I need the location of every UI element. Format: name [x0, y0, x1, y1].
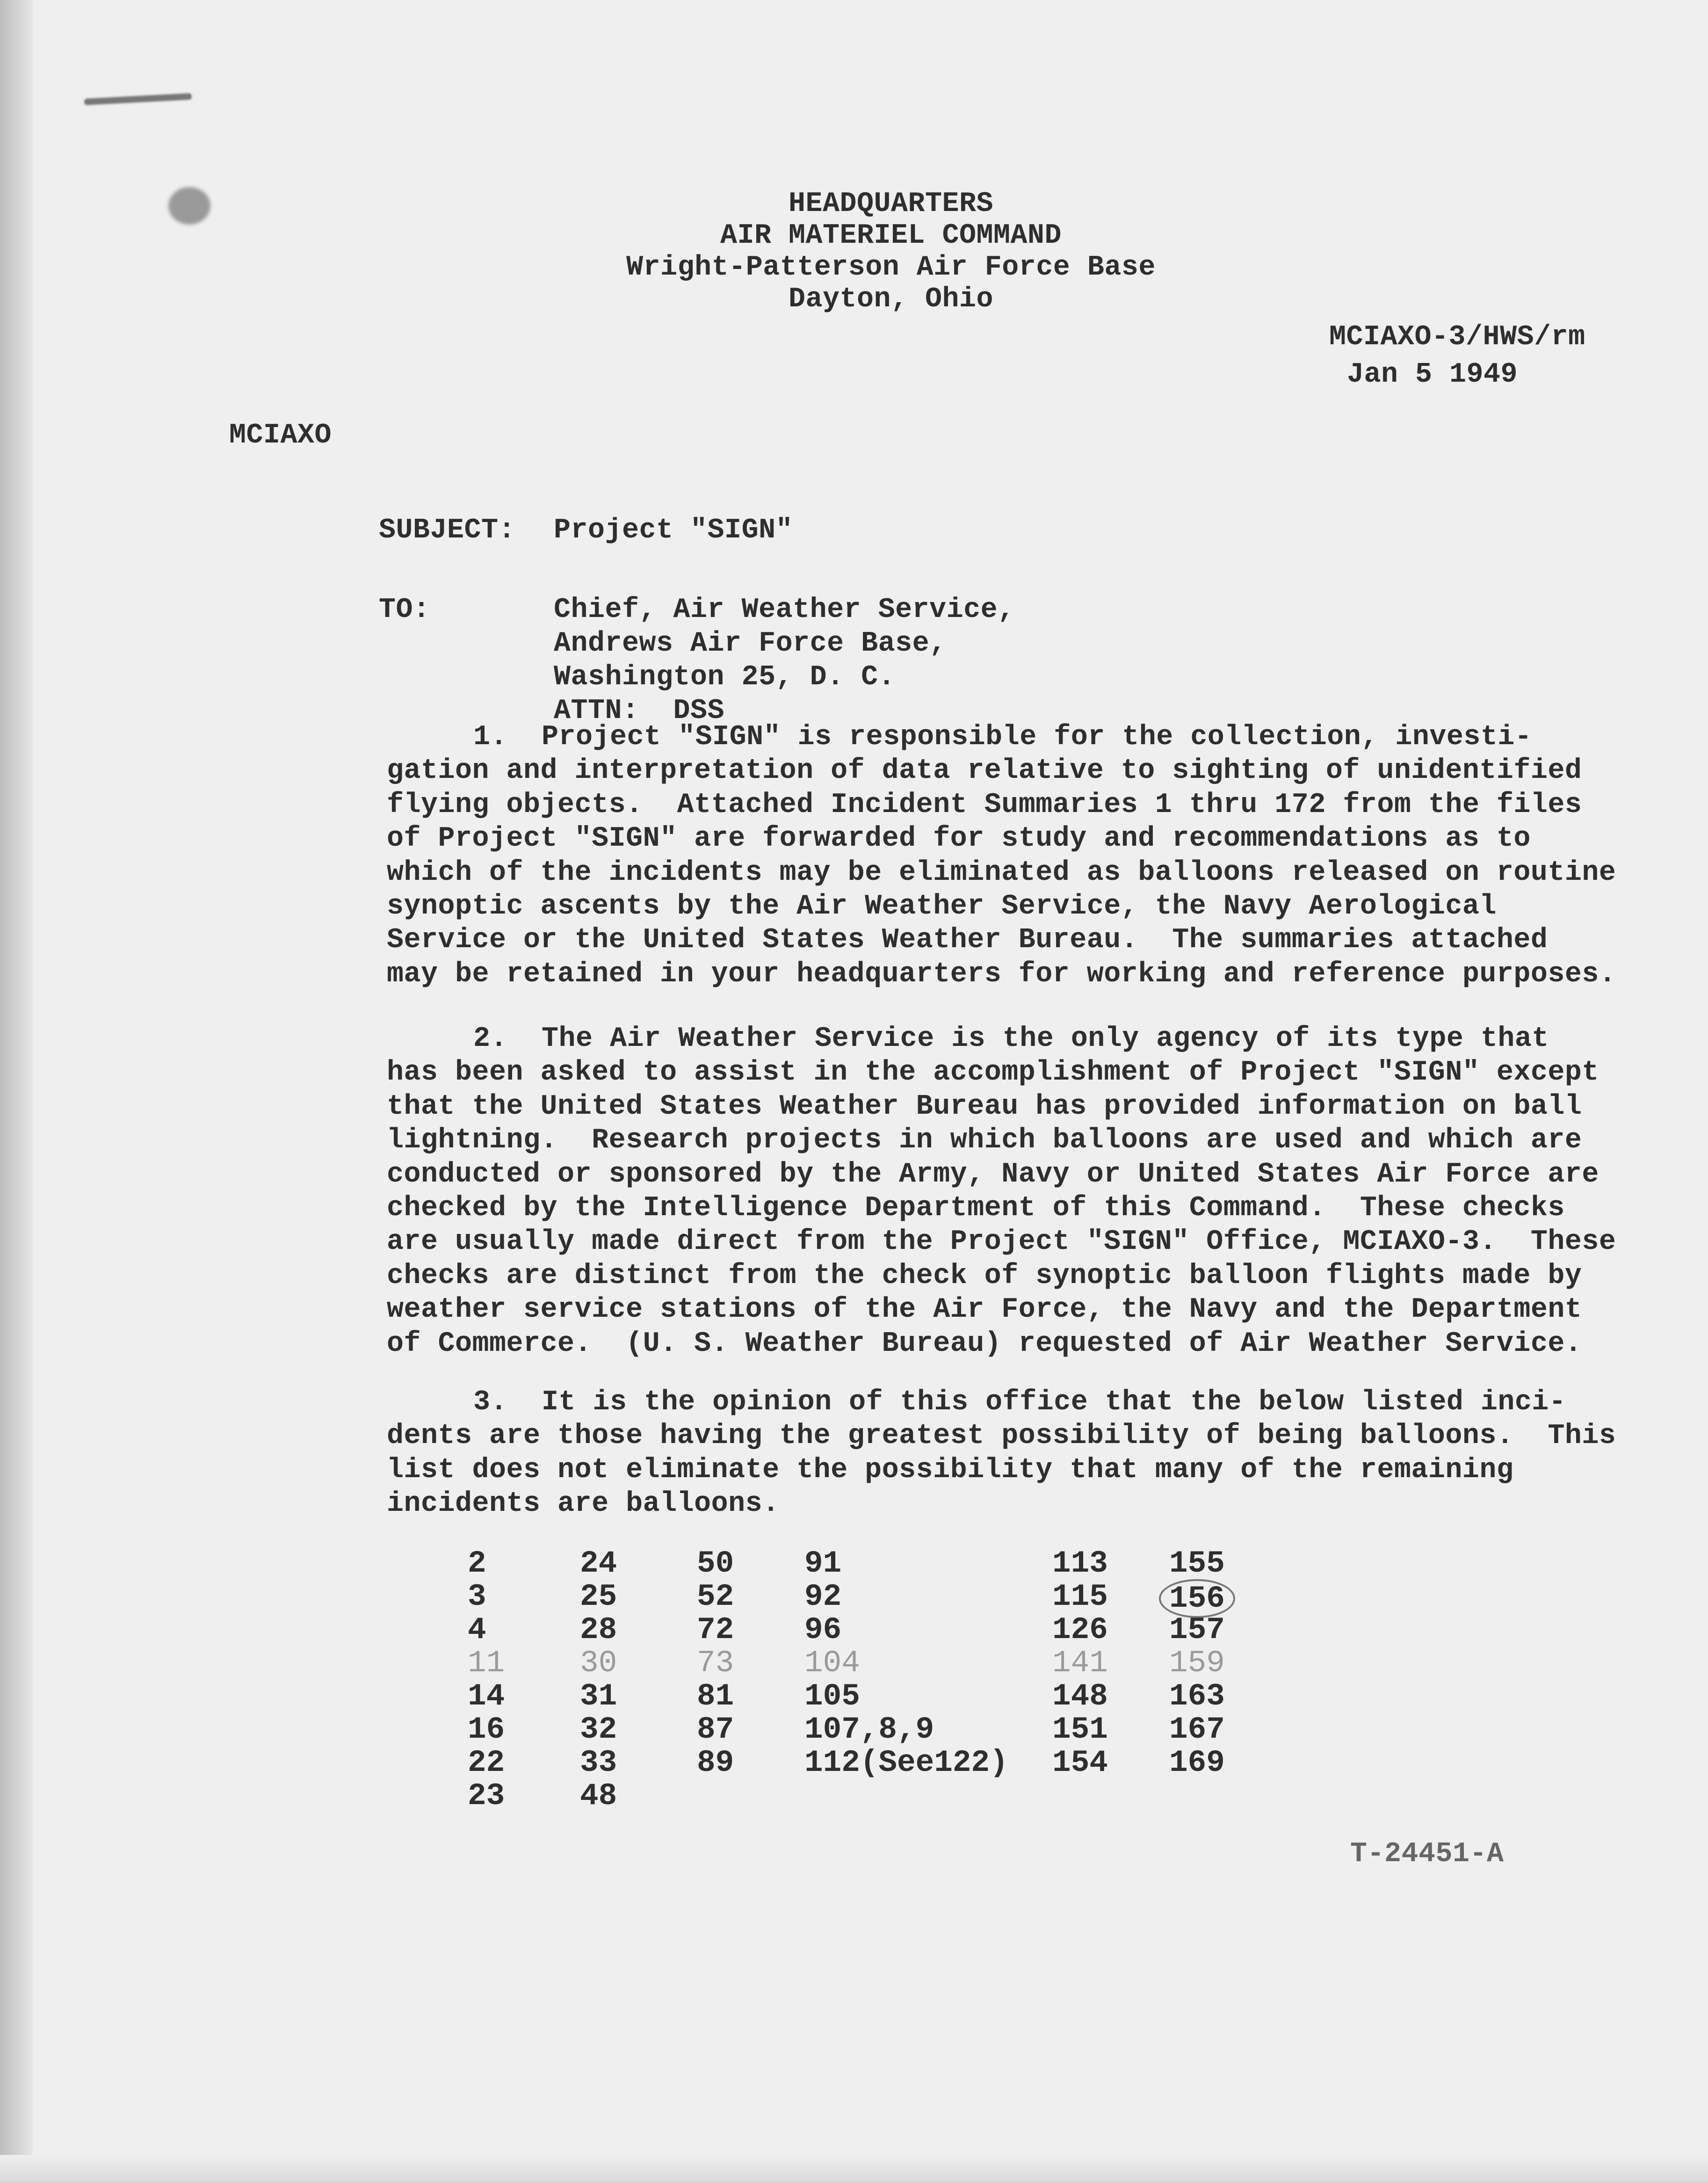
- reference-code: MCIAXO-3/HWS/rm: [1329, 321, 1585, 353]
- to-address-line: Washington 25, D. C.: [554, 661, 896, 693]
- paragraph-3-line: dents are those having the greatest possibility of being balloons. This: [387, 1420, 1616, 1452]
- paragraph-1-line: which of the incidents may be eliminated as balloons released on routine: [387, 856, 1616, 889]
- incident-number: 159: [1169, 1646, 1225, 1681]
- document-number: T-24451-A: [1350, 1838, 1504, 1870]
- incident-number: 48: [580, 1778, 617, 1813]
- incident-number: 141: [1052, 1646, 1108, 1681]
- incident-number: 24: [580, 1546, 617, 1581]
- subject-label: SUBJECT:: [379, 515, 516, 546]
- incident-number: 113: [1052, 1546, 1108, 1581]
- paragraph-3-line: list does not eliminate the possibility that many of the remaining: [387, 1454, 1514, 1486]
- incident-number: 31: [580, 1679, 617, 1714]
- incident-number: 163: [1169, 1679, 1225, 1714]
- subject: Project "SIGN": [554, 515, 793, 546]
- incident-number: 157: [1169, 1612, 1225, 1647]
- paragraph-1-line: 1. Project "SIGN" is responsible for the collection, investi-: [473, 721, 1532, 753]
- incident-number: 28: [580, 1612, 617, 1647]
- paragraph-2-line: that the United States Weather Bureau has provided information on ball: [387, 1090, 1582, 1123]
- to-address-line: Chief, Air Weather Service,: [554, 594, 1015, 626]
- incident-number: 89: [697, 1745, 734, 1780]
- paragraph-1-line: Service or the United States Weather Bureau. The summaries attached: [387, 924, 1548, 957]
- incident-number: 107,8,9: [804, 1712, 934, 1747]
- scan-bottom-edge: [0, 2155, 1708, 2183]
- scan-edge: [0, 0, 33, 2183]
- paragraph-1-line: synoptic ascents by the Air Weather Service, the Navy Aerological: [387, 891, 1497, 922]
- incident-number: 3: [468, 1579, 486, 1614]
- paragraph-2-line: weather service stations of the Air Force, the Navy and the Department: [387, 1294, 1582, 1326]
- paragraph-1-line: may be retained in your headquarters for working and reference purposes.: [387, 958, 1616, 990]
- letter-date: Jan 5 1949: [1347, 359, 1518, 391]
- incident-number: 81: [697, 1679, 734, 1714]
- incident-number: 33: [580, 1745, 617, 1780]
- ink-mark: [84, 93, 192, 105]
- to-address-line: Andrews Air Force Base,: [554, 628, 947, 660]
- paragraph-3-line: incidents are balloons.: [387, 1488, 780, 1520]
- paragraph-1-line: gation and interpretation of data relative to sighting of unidentified: [387, 755, 1582, 787]
- incident-number: 14: [468, 1679, 505, 1714]
- paragraph-3-line: 3. It is the opinion of this office that the below listed inci-: [473, 1386, 1566, 1418]
- incident-number: 105: [804, 1679, 860, 1714]
- letterhead-line: HEADQUARTERS: [788, 188, 994, 220]
- incident-number: 72: [697, 1612, 734, 1647]
- paragraph-2-line: 2. The Air Weather Service is the only agency of its type that: [473, 1023, 1549, 1055]
- incident-number: 96: [804, 1612, 842, 1647]
- letterhead-line: Dayton, Ohio: [788, 283, 994, 315]
- incident-number: 92: [804, 1579, 842, 1614]
- incident-number: 154: [1052, 1745, 1108, 1780]
- incident-number: 148: [1052, 1679, 1108, 1714]
- incident-number: 30: [580, 1646, 617, 1681]
- incident-number: 167: [1169, 1712, 1225, 1747]
- incident-number: 2: [468, 1546, 486, 1581]
- incident-number: 52: [697, 1579, 734, 1614]
- incident-number: 11: [468, 1646, 505, 1681]
- paragraph-2-line: of Commerce. (U. S. Weather Bureau) requested of Air Weather Service.: [387, 1327, 1582, 1360]
- incident-number: 87: [697, 1712, 734, 1747]
- incident-number: 23: [468, 1778, 505, 1813]
- paragraph-2-line: conducted or sponsored by the Army, Navy or United States Air Force are: [387, 1158, 1599, 1190]
- incident-number: 115: [1052, 1579, 1108, 1614]
- paragraph-1-line: flying objects. Attached Incident Summaries 1 thru 172 from the files: [387, 789, 1582, 821]
- incident-number: 155: [1169, 1546, 1225, 1581]
- incident-number: 126: [1052, 1612, 1108, 1647]
- incident-number: 32: [580, 1712, 617, 1747]
- incident-number: 169: [1169, 1745, 1225, 1780]
- paragraph-2-line: checks are distinct from the check of synoptic balloon flights made by: [387, 1260, 1582, 1292]
- incident-number: 91: [804, 1546, 842, 1581]
- incident-number: 151: [1052, 1712, 1108, 1747]
- paragraph-2-line: lightning. Research projects in which balloons are used and which are: [387, 1124, 1582, 1157]
- paragraph-2-line: are usually made direct from the Project "SIGN" Office, MCIAXO-3. These: [387, 1226, 1616, 1258]
- to-address-line: ATTN: DSS: [554, 695, 725, 727]
- from-office: MCIAXO: [229, 420, 332, 451]
- incident-number: 16: [468, 1712, 505, 1747]
- letterhead-line: AIR MATERIEL COMMAND: [720, 220, 1062, 252]
- paragraph-2-line: checked by the Intelligence Department of this Command. These checks: [387, 1192, 1565, 1224]
- paragraph-2-line: has been asked to assist in the accomplishment of Project "SIGN" except: [387, 1057, 1599, 1089]
- incident-number: 50: [697, 1546, 734, 1581]
- paragraph-1-line: of Project "SIGN" are forwarded for study and recommendations as to: [387, 823, 1531, 855]
- incident-number: 112(See122): [804, 1745, 1008, 1780]
- incident-number-circled: 156: [1159, 1579, 1235, 1618]
- incident-number: 22: [468, 1745, 505, 1780]
- incident-number: 73: [697, 1646, 734, 1681]
- incident-number: 25: [580, 1579, 617, 1614]
- incident-number: 4: [468, 1612, 486, 1647]
- letterhead-line: Wright-Patterson Air Force Base: [626, 252, 1156, 283]
- incident-number: 104: [804, 1646, 860, 1681]
- to-label: TO:: [379, 594, 430, 626]
